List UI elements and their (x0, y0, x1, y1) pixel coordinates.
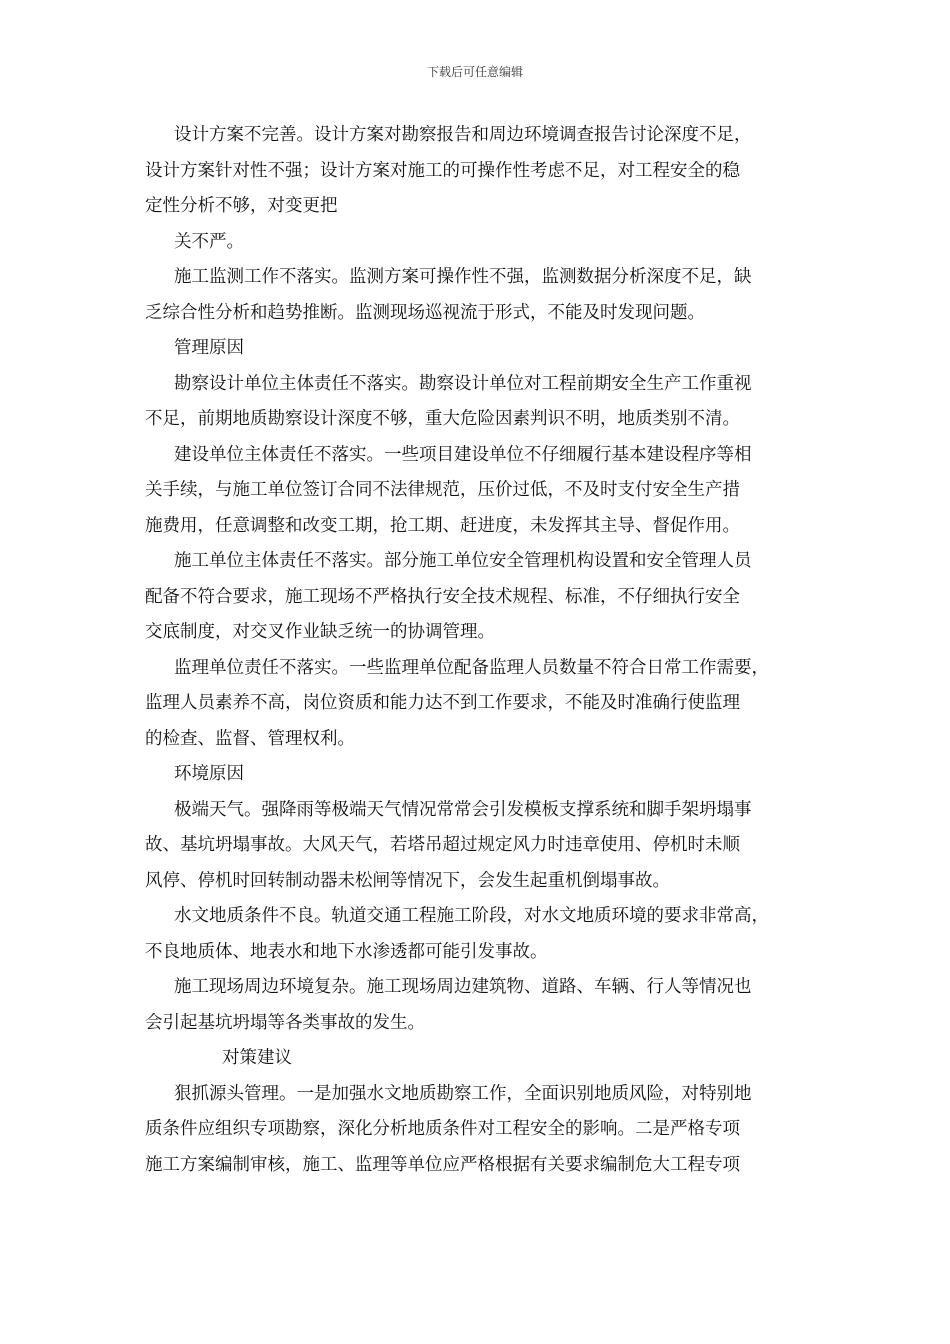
text-line: 建设单位主体责任不落实。一些项目建设单位不仔细履行基本建设程序等相 (174, 444, 752, 465)
text-line: 狠抓源头管理。一是加强水文地质勘察工作，全面识别地质风险，对特别地 (174, 1083, 752, 1104)
text-line: 施工现场周边环境复杂。施工现场周边建筑物、道路、车辆、行人等情况也 (174, 977, 752, 997)
paragraph (145, 118, 815, 225)
text-line: 交底制度，对交叉作业缺乏统一的协调管理。 (145, 622, 495, 642)
text-line: 设计方案针对性不强；设计方案对施工的可操作性考虑不足，对工程安全的稳 (145, 160, 740, 181)
text-line: 不足，前期地质勘察设计深度不够，重大危险因素判识不明，地质类别不清。 (145, 409, 740, 429)
section-heading: 环境原因 (174, 764, 244, 784)
paragraph (145, 438, 815, 545)
text-line: 故、基坑坍塌事故。大风天气，若塔吊超过规定风力时违章使用、停机时未顺 (145, 835, 740, 855)
text-line: 配备不符合要求，施工现场不严格执行安全技术规程、标准，不仔细执行安全 (145, 586, 740, 607)
section-heading: 管理原因 (174, 338, 244, 358)
text-line: 施工单位主体责任不落实。部分施工单位安全管理机构设置和安全管理人员 (174, 551, 752, 571)
text-line: 的检查、监督、管理权利。 (145, 728, 355, 749)
text-line: 施工方案编制审核，施工、监理等单位应严格根据有关要求编制危大工程专项 (145, 1154, 740, 1175)
section-heading: 对策建议 (222, 1048, 292, 1068)
text-line: 设计方案不完善。设计方案对勘察报告和周边环境调查报告讨论深度不足， (174, 125, 752, 145)
text-line: 监理单位责任不落实。一些监理单位配备监理人员数量不符合日常工作需要， (174, 657, 769, 678)
paragraph (145, 793, 815, 900)
text-line: 勘察设计单位主体责任不落实。勘察设计单位对工程前期安全生产工作重视 (174, 373, 752, 394)
text-line: 质条件应组织专项勘察，深化分析地质条件对工程安全的影响。二是严格专项 (145, 1119, 740, 1139)
text-line: 会引起基坑坍塌等各类事故的发生。 (145, 1012, 425, 1033)
text-line: 施工监测工作不落实。监测方案可操作性不强，监测数据分析深度不足，缺 (174, 267, 752, 287)
page-header: 下载后可任意编辑 (426, 65, 523, 79)
paragraph (145, 260, 815, 331)
paragraph (145, 651, 815, 758)
paragraph (145, 899, 815, 970)
text-line: 定性分析不够，对变更把 (145, 196, 338, 216)
text-line: 关手续，与施工单位签订合同不法律规范，压价过低，不及时支付安全生产措 (145, 480, 740, 500)
paragraph (145, 970, 815, 1041)
text-line: 施费用，任意调整和改变工期，抢工期、赶进度，未发挥其主导、督促作用。 (145, 515, 740, 536)
document-body (145, 118, 815, 1183)
text-line: 乏综合性分析和趋势推断。监测现场巡视流于形式，不能及时发现问题。 (145, 302, 705, 323)
paragraph (145, 544, 815, 651)
paragraph (145, 1077, 815, 1184)
text-line: 不良地质体、地表水和地下水渗透都可能引发事故。 (145, 941, 548, 962)
text-line: 水文地质条件不良。轨道交通工程施工阶段，对水文地质环境的要求非常高， (174, 906, 769, 926)
text-line: 极端天气。强降雨等极端天气情况常常会引发模板支撑系统和脚手架坍塌事 (174, 799, 752, 820)
text-line: 监理人员素养不高，岗位资质和能力达不到工作要求，不能及时准确行使监理 (145, 693, 740, 713)
paragraph-fragment: 关不严。 (174, 231, 244, 252)
text-line: 风停、停机时回转制动器未松闸等情况下，会发生起重机倒塌事故。 (145, 870, 670, 891)
paragraph (145, 367, 815, 438)
